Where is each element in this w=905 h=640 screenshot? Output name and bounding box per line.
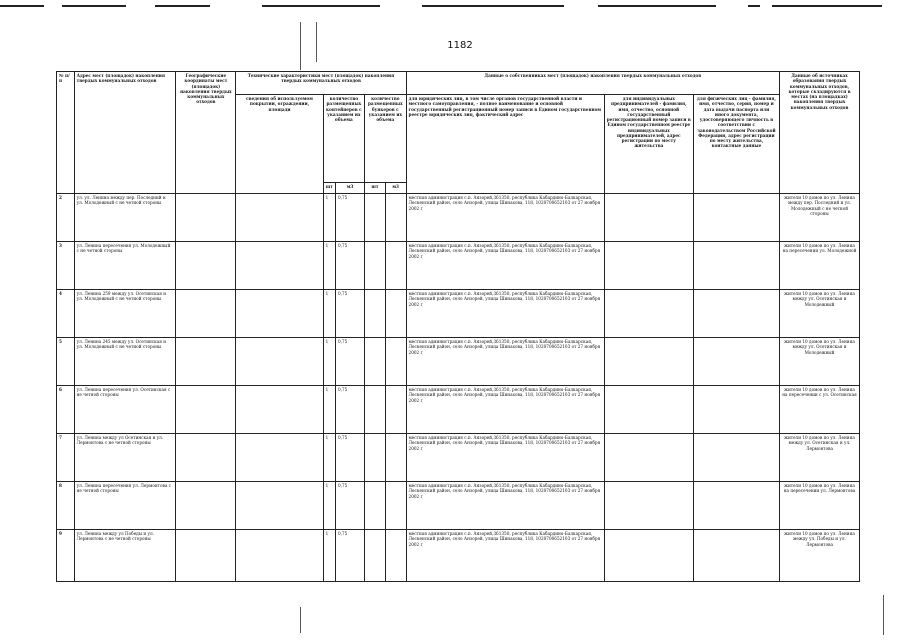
row-coordinates: [176, 482, 236, 530]
row-bunker-volume: [385, 194, 406, 242]
row-address: ул. Ленина пересечения ул. Лермонтова с не четной стороны: [74, 482, 176, 530]
row-individual-owner: [693, 530, 779, 582]
table-row: [57, 290, 860, 338]
row-container-count: 1: [323, 386, 335, 434]
subheader-containers: количество размещенных контейнеров с указанием их объема: [323, 95, 364, 183]
row-waste-source: жители 10 домов по ул. Ленина между ул. Осетинская и Молодежный: [780, 338, 860, 386]
waste-sites-table: [56, 71, 860, 582]
row-bunker-count: [365, 338, 386, 386]
row-legal-owner: местная администрация с.п. Анзорей,361350, республика Кабардино-Балкарская, Лескенский район, село Анзорей, улица Шинахова, 118, 1020700652103 от 27 ноября 2002 г: [406, 338, 604, 386]
header-owners: Данные о собственниках мест (площадок) накопления твердых коммунальных отходов: [406, 72, 779, 95]
row-entrepreneur-owner: [604, 530, 693, 582]
row-entrepreneur-owner: [604, 338, 693, 386]
row-coordinates: [176, 242, 236, 290]
page-number: 1182: [447, 40, 473, 51]
scan-artifact-line: [0, 5, 44, 7]
row-bunker-volume: [385, 386, 406, 434]
row-number: 2: [57, 194, 75, 242]
row-bunker-count: [365, 434, 386, 482]
scan-artifact-line: [62, 5, 126, 7]
row-individual-owner: [693, 386, 779, 434]
scan-artifact-line: [262, 5, 380, 7]
row-individual-owner: [693, 194, 779, 242]
row-container-volume: 0,75: [336, 338, 365, 386]
row-number: 5: [57, 338, 75, 386]
row-bunker-volume: [385, 434, 406, 482]
row-coordinates: [176, 530, 236, 582]
row-legal-owner: местная администрация с.п. Анзорей,361350, республика Кабардино-Балкарская, Лескенский район, село Анзорей, улица Шинахова, 118, 1020700652103 от 27 ноября 2002 г: [406, 194, 604, 242]
margin-mark: [883, 595, 884, 635]
table-row: [57, 338, 860, 386]
row-address: ул. Ленина 259 между ул. Осетинская и ул. Молодежный с не четной стороны: [74, 290, 176, 338]
scan-artifact-line: [772, 5, 882, 7]
row-entrepreneur-owner: [604, 194, 693, 242]
row-bunker-count: [365, 242, 386, 290]
row-waste-source: жители 10 домов по ул. Ленина между ул. Осетинская и Молодежный: [780, 290, 860, 338]
row-bunker-volume: [385, 290, 406, 338]
row-legal-owner: местная администрация с.п. Анзорей,361350, республика Кабардино-Балкарская, Лескенский район, село Анзорей, улица Шинахова, 118, 1020700652103 от 27 ноября 2002 г: [406, 434, 604, 482]
row-coordinates: [176, 338, 236, 386]
row-individual-owner: [693, 482, 779, 530]
row-number: 3: [57, 242, 75, 290]
row-legal-owner: местная администрация с.п. Анзорей,361350, республика Кабардино-Балкарская, Лескенский район, село Анзорей, улица Шинахова, 118, 1020700652103 от 27 ноября 2002 г: [406, 290, 604, 338]
header-technical: Технические характеристики мест (площадок) накопления твердых коммунальных отходов: [236, 72, 406, 95]
row-container-count: 1: [323, 242, 335, 290]
row-legal-owner: местная администрация с.п. Анзорей,361350, республика Кабардино-Балкарская, Лескенский район, село Анзорей, улица Шинахова, 118, 1020700652103 от 27 ноября 2002 г: [406, 242, 604, 290]
unit-containers-pcs: шт: [323, 183, 335, 194]
scan-artifact-line: [155, 5, 210, 7]
row-waste-source: жители 10 домов по ул. Ленина между ул. Осетинская и ул. Лермонтова: [780, 434, 860, 482]
row-waste-source: жители 10 домов по ул. Ленина между пер. Последний и ул. Молодежный с не четной стороны: [780, 194, 860, 242]
row-bunker-volume: [385, 530, 406, 582]
row-container-count: 1: [323, 338, 335, 386]
row-cover: [236, 386, 323, 434]
row-bunker-count: [365, 482, 386, 530]
row-address: ул. Ленина между ул Победы и ул. Лермонтова с не четной стороны: [74, 530, 176, 582]
row-waste-source: жители 10 домов по ул. Ленина между ул. Победы и ул. Лермонтова: [780, 530, 860, 582]
header-number: № п/п: [57, 72, 75, 194]
row-address: ул. Ленина пересечения ул. Осетинская с не четной стороны: [74, 386, 176, 434]
unit-bunkers-pcs: шт: [365, 183, 386, 194]
row-cover: [236, 482, 323, 530]
row-container-count: 1: [323, 194, 335, 242]
row-container-volume: 0,75: [336, 194, 365, 242]
subheader-legal-entities: для юридических лиц, в том числе органов государственной власти и местного самоуправления, - полное наименование и основной государственный регистрационный номер записи в Едином государственном реестре юридических лиц, фактический адрес: [406, 95, 604, 194]
row-container-volume: 0,75: [336, 386, 365, 434]
scan-artifact-line: [422, 5, 564, 7]
row-individual-owner: [693, 290, 779, 338]
row-number: 8: [57, 482, 75, 530]
row-number: 7: [57, 434, 75, 482]
unit-containers-m3: м3: [336, 183, 365, 194]
row-legal-owner: местная администрация с.п. Анзорей,361350, республика Кабардино-Балкарская, Лескенский район, село Анзорей, улица Шинахова, 118, 1020700652103 от 27 ноября 2002 г: [406, 530, 604, 582]
margin-mark: [300, 22, 301, 70]
row-cover: [236, 338, 323, 386]
row-number: 9: [57, 530, 75, 582]
row-address: ул. ул. Ленина между пер. Последний и ул. Молодежный с не четной стороны: [74, 194, 176, 242]
header-sources: Данные об источниках образования твердых коммунальных отходов, которые складируются в местах (на площадках) накопления твердых коммунальных отходов: [780, 72, 860, 194]
table-row: [57, 386, 860, 434]
table-row: [57, 194, 860, 242]
row-cover: [236, 434, 323, 482]
row-coordinates: [176, 290, 236, 338]
scan-artifact-line: [598, 5, 716, 7]
row-number: 6: [57, 386, 75, 434]
row-cover: [236, 290, 323, 338]
row-cover: [236, 242, 323, 290]
table-row: [57, 434, 860, 482]
row-entrepreneur-owner: [604, 290, 693, 338]
subheader-bunkers: количество размещенных бункеров с указанием их объема: [365, 95, 406, 183]
row-bunker-volume: [385, 242, 406, 290]
table-header-row: [57, 72, 860, 95]
row-legal-owner: местная администрация с.п. Анзорей,361350, республика Кабардино-Балкарская, Лескенский район, село Анзорей, улица Шинахова, 118, 1020700652103 от 27 ноября 2002 г: [406, 386, 604, 434]
row-bunker-count: [365, 386, 386, 434]
row-bunker-count: [365, 530, 386, 582]
row-waste-source: жители 10 домов по ул. Ленина на пересечении ул. Молодежной: [780, 242, 860, 290]
margin-mark: [316, 22, 317, 62]
row-container-count: 1: [323, 482, 335, 530]
row-container-volume: 0,75: [336, 290, 365, 338]
row-waste-source: жители 10 домов по ул. Ленина на пересечении с ул. Осетинская: [780, 386, 860, 434]
row-address: ул. Ленина пересечения ул. Молодежный с не четной стороны: [74, 242, 176, 290]
header-coordinates: Географические координаты мест (площадок) накопления твердых коммунальных отходов: [176, 72, 236, 194]
row-entrepreneur-owner: [604, 386, 693, 434]
row-container-volume: 0,75: [336, 434, 365, 482]
row-coordinates: [176, 386, 236, 434]
row-cover: [236, 194, 323, 242]
row-address: ул. Ленина между ул Осетинская и ул. Лермонтова с не четной стороны: [74, 434, 176, 482]
row-entrepreneur-owner: [604, 482, 693, 530]
row-coordinates: [176, 434, 236, 482]
subheader-entrepreneurs: для индивидуальных предпринимателей - фамилия, имя, отчество, основной государственный регистрационный номер записи в Едином государственном реестре индивидуальных предпринимателей, адрес регистрации по месту жительства: [604, 95, 693, 194]
row-individual-owner: [693, 434, 779, 482]
subheader-cover: сведения об используемом покрытии, ограждении, площади: [236, 95, 323, 194]
row-waste-source: жители 10 домов по ул. Ленина на пересечении ул. Лермонтова: [780, 482, 860, 530]
row-container-volume: 0,75: [336, 242, 365, 290]
row-bunker-count: [365, 290, 386, 338]
row-container-count: 1: [323, 434, 335, 482]
scan-artifact-line: [748, 5, 760, 7]
row-address: ул. Ленина 245 между ул. Осетинская и ул. Молодежный с не четной стороны: [74, 338, 176, 386]
row-container-count: 1: [323, 290, 335, 338]
table-row: [57, 482, 860, 530]
row-legal-owner: местная администрация с.п. Анзорей,361350, республика Кабардино-Балкарская, Лескенский район, село Анзорей, улица Шинахова, 118, 1020700652103 от 27 ноября 2002 г: [406, 482, 604, 530]
subheader-individuals: для физических лиц - фамилия, имя, отчество, серия, номер и дата выдачи паспорта или иного документа, удостоверяющего личность в соответствии с законодательством Российской Федерации, адрес регистрации по месту жительства, контактные данные: [693, 95, 779, 194]
row-entrepreneur-owner: [604, 242, 693, 290]
row-bunker-volume: [385, 338, 406, 386]
table-row: [57, 530, 860, 582]
row-bunker-count: [365, 194, 386, 242]
row-individual-owner: [693, 338, 779, 386]
row-coordinates: [176, 194, 236, 242]
row-container-count: 1: [323, 530, 335, 582]
table-row: [57, 242, 860, 290]
row-entrepreneur-owner: [604, 434, 693, 482]
row-container-volume: 0,75: [336, 482, 365, 530]
row-cover: [236, 530, 323, 582]
unit-bunkers-m3: м3: [385, 183, 406, 194]
margin-mark: [300, 607, 301, 633]
row-bunker-volume: [385, 482, 406, 530]
row-container-volume: 0,75: [336, 530, 365, 582]
row-individual-owner: [693, 242, 779, 290]
row-number: 4: [57, 290, 75, 338]
header-address: Адрес мест (площадок) накопления твердых коммунальных отходов: [74, 72, 176, 194]
